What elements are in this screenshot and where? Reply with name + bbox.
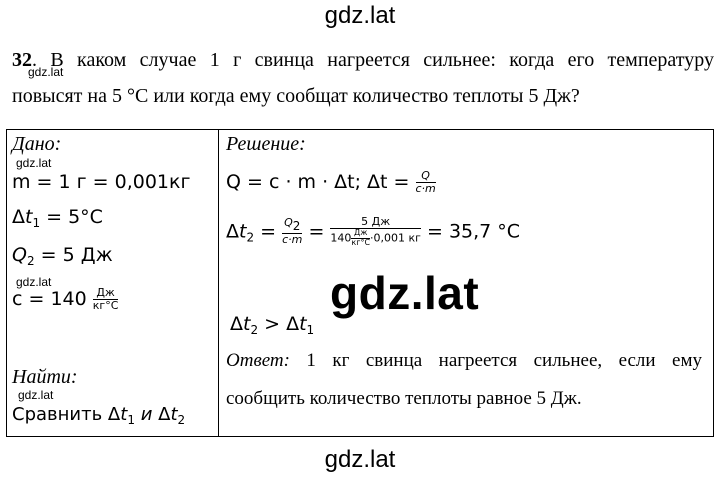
find-heading: Найти:: [12, 366, 78, 388]
watermark-small-4: gdz.lat: [18, 388, 54, 402]
formula-heat: [226, 170, 436, 195]
problem-line-1: В каком случае 1 г свинца нагреется сильнее: когда его температуру: [50, 49, 714, 71]
watermark-small-1: gdz.lat: [28, 65, 64, 79]
given-q2: $Q_2 = 5$ Дж: [12, 244, 113, 268]
find-compare-word: Сравнить: [12, 404, 103, 425]
watermark-bottom: gdz.lat: [324, 446, 396, 473]
answer-line-2: сообщить количество теплоты равное 5 Дж.: [226, 388, 582, 409]
formula-heat-fraction: $\frac{Q}{c\cdot m}$: [415, 169, 436, 196]
comparison-result: $\Delta t_2 > \Delta t_1$: [230, 313, 315, 337]
formula-substitution: 5 Дж 140 $\frac{Дж}{кг^\circ С}$ ·0,001 кг: [330, 215, 421, 247]
given-heading: Дано:: [12, 133, 62, 155]
watermark-small-3: gdz.lat: [16, 275, 52, 289]
answer: [226, 342, 702, 418]
given-q2-value: 5 Дж: [62, 244, 113, 266]
problem-line-2: повысят на 5 °С или когда ему сообщат количество теплоты 5 Дж?: [12, 85, 580, 107]
given-mass: m = 1 г = 0,001кг: [12, 171, 191, 193]
watermark-top: gdz.lat: [324, 2, 396, 29]
substitution-unit: $\frac{Дж}{кг^\circ С}$: [351, 228, 371, 247]
formula-q2-over-cm: $\frac{Q_2}{c\cdot m}$: [282, 216, 303, 247]
find-compare: Сравнить $\Delta t_1$ и $\Delta t_2$: [12, 404, 186, 427]
given-specific-heat: [12, 287, 118, 312]
given-c-unit: $\frac{Дж}{кг^\circ С}$: [92, 286, 119, 313]
watermark-small-2: gdz.lat: [16, 156, 52, 170]
answer-line-1: 1 кг свинца нагреется сильнее, если ему: [306, 350, 702, 371]
given-delta-t1-value: 5°С: [68, 206, 103, 228]
given-c-value: с = 140: [12, 288, 87, 311]
problem-statement: 32. В каком случае 1 г свинца нагреется сильнее: когда его температуру повысят на 5 °С или когда ему сообщат количество теплоты 5 Дж?: [12, 42, 714, 114]
problem-number: 32: [12, 49, 32, 71]
watermark-center: gdz.lat: [330, 267, 480, 319]
given-delta-t1: $\Delta t_1 = 5^\circ С$: [12, 206, 103, 230]
answer-label: Ответ:: [226, 350, 290, 371]
formula-result: = 35,7 °С: [427, 220, 521, 243]
find-and-word: и: [140, 404, 153, 425]
formula-heat-left: Q = c · m · Δt; Δt =: [226, 171, 410, 194]
solution-heading: Решение:: [226, 133, 306, 155]
formula-delta-t2: $\Delta t_2$ = $\frac{Q_2}{c\cdot m}$ = 5 Дж 140 $\frac{Дж}{кг^\circ С}$ ·0,001 кг = 35,7 °С: [226, 215, 521, 247]
table-divider: [218, 129, 219, 437]
